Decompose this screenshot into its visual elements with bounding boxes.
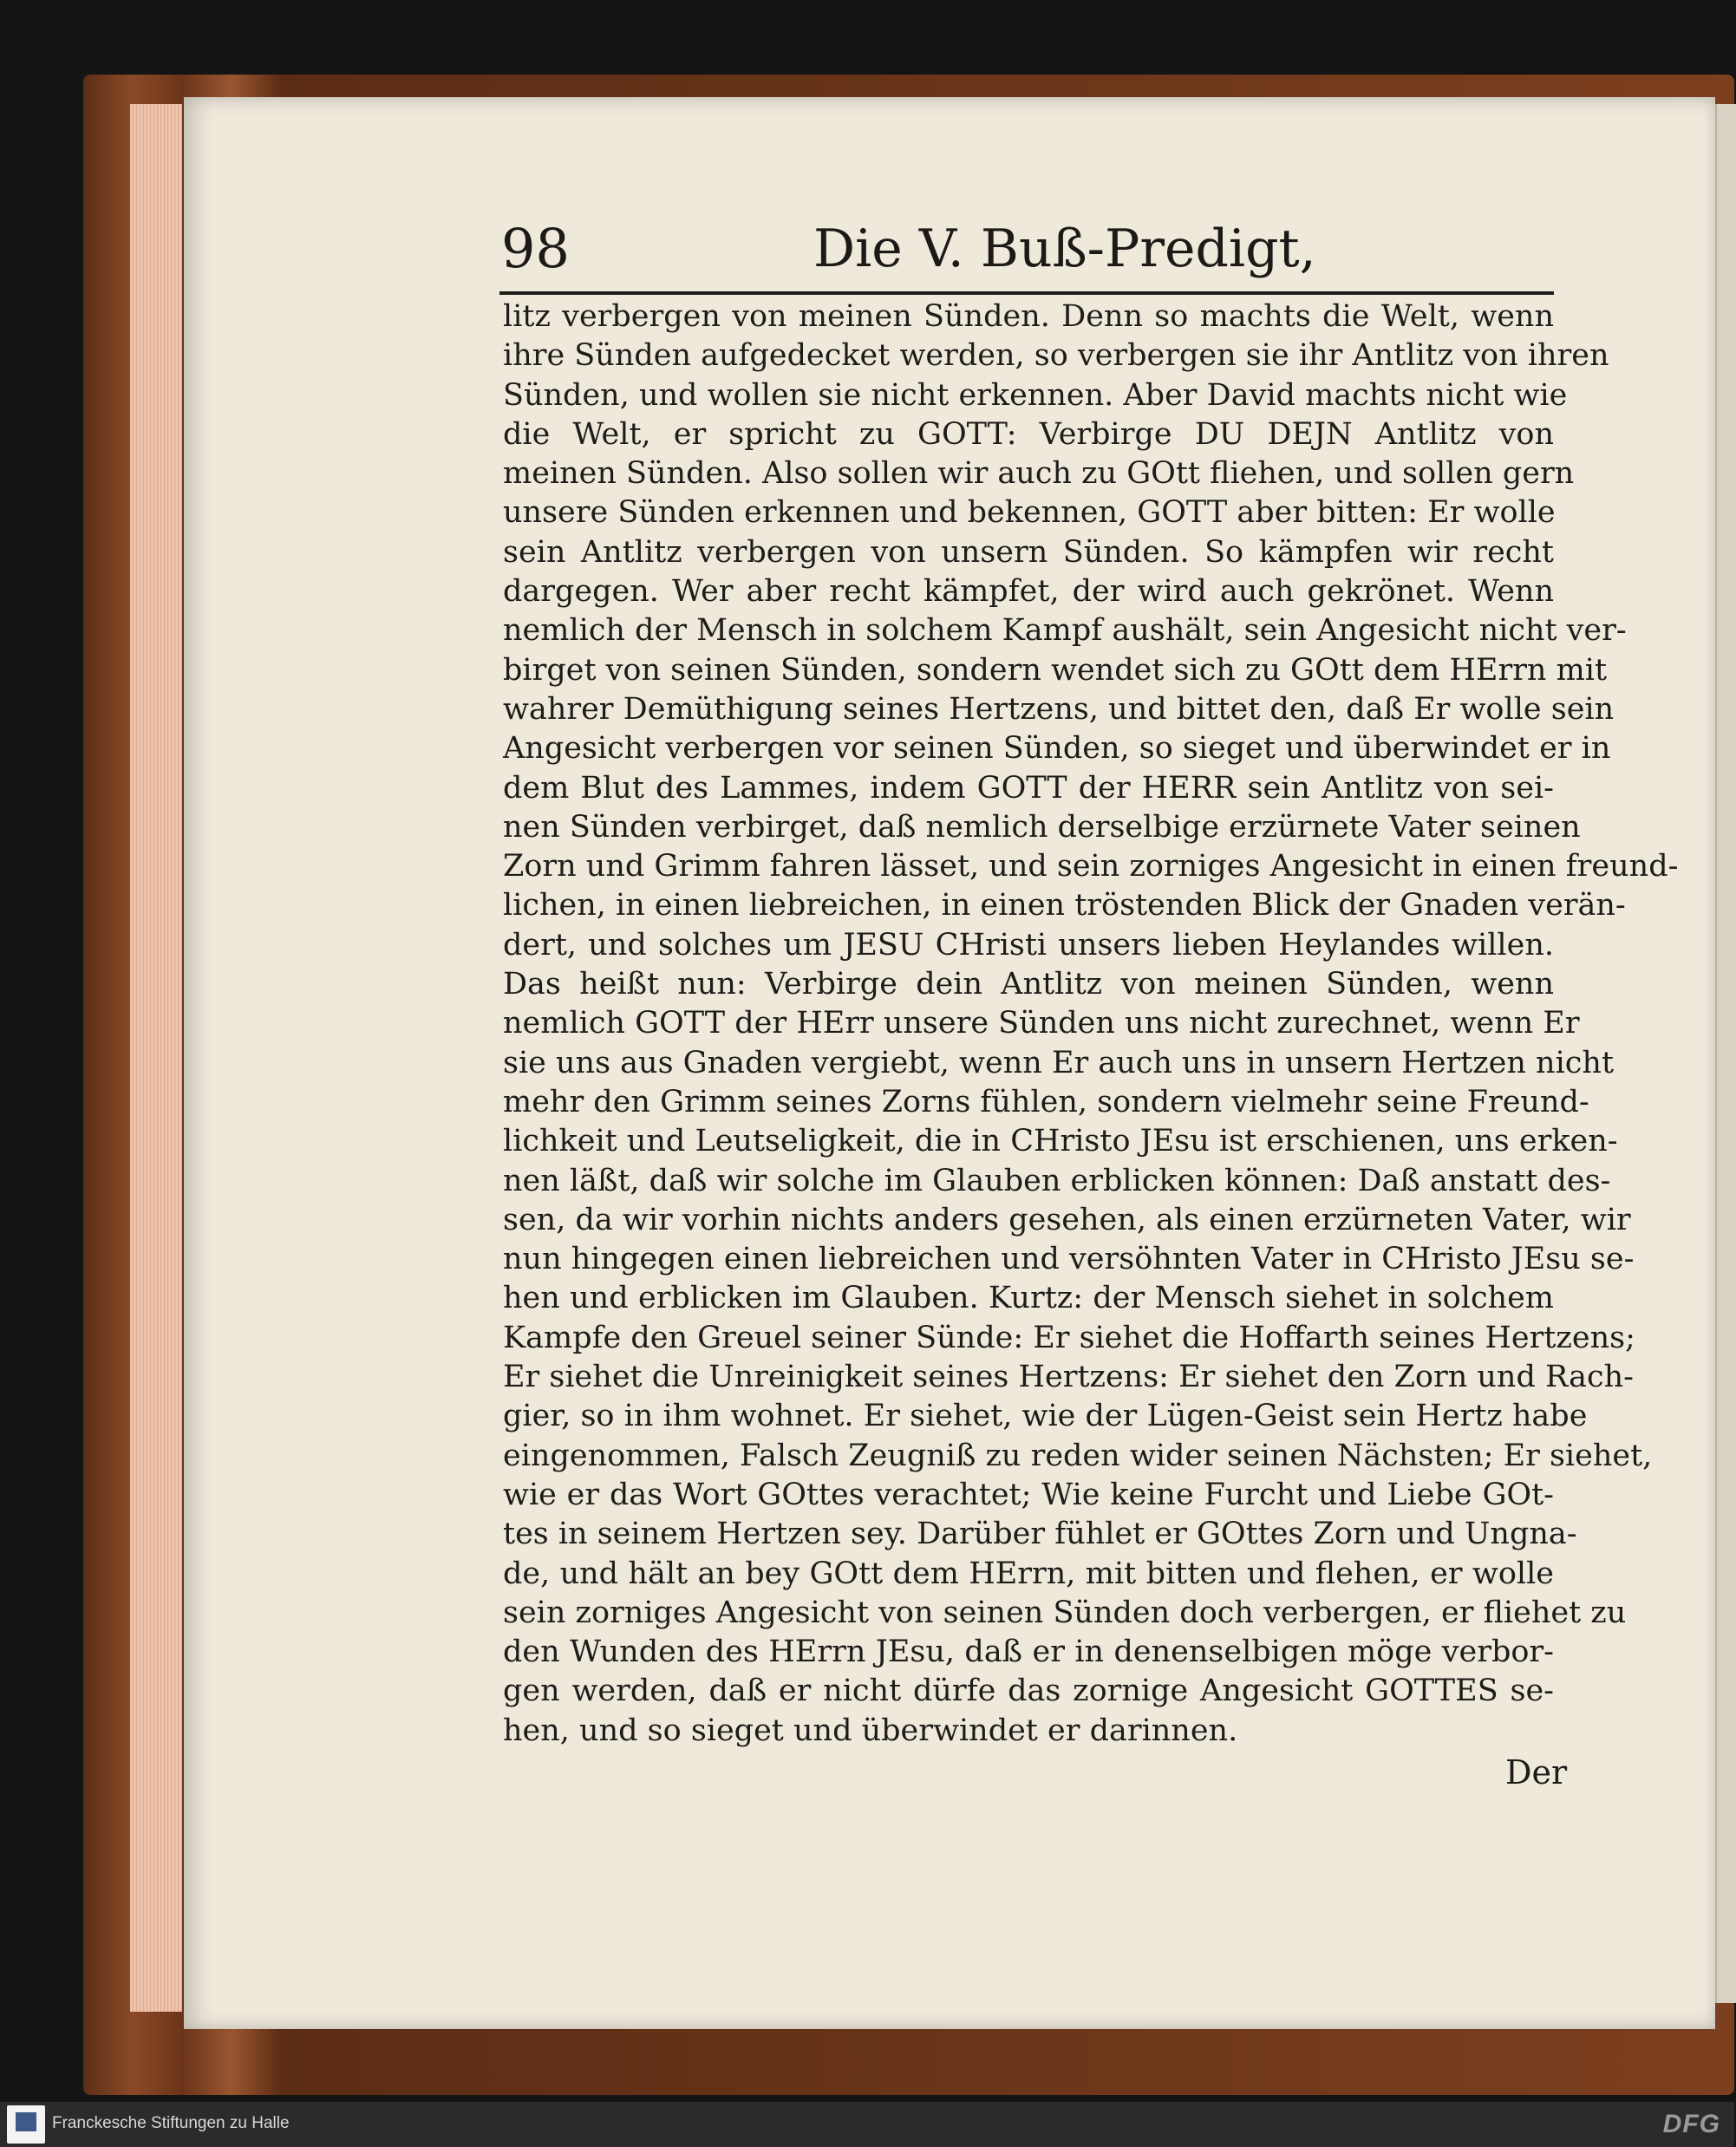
text-line: lichen, in einen liebreichen, in einen tröstenden Blick der Gnaden verän-	[503, 888, 1626, 923]
catchword: Der	[1505, 1753, 1568, 1791]
text-line: Das heißt nun: Verbirge dein Antlitz von meinen Sünden, wenn	[503, 967, 1554, 1002]
text-line: Zorn und Grimm fahren lässet, und sein zorniges Angesicht in einen freund-	[503, 849, 1679, 884]
text-line: hen und erblicken im Glauben. Kurtz: der Mensch siehet in solchem	[503, 1281, 1554, 1316]
footer-bar	[0, 2102, 1734, 2147]
text-line: nemlich GOTT der HErr unsere Sünden uns nicht zurechnet, wenn Er	[503, 1006, 1580, 1041]
text-line: gier, so in ihm wohnet. Er siehet, wie der Lügen-Geist sein Hertz habe	[503, 1399, 1588, 1434]
text-line: eingenommen, Falsch Zeugniß zu reden wider seinen Nächsten; Er siehet,	[503, 1438, 1653, 1473]
text-line: de, und hält an bey GOtt dem HErrn, mit bitten und flehen, er wolle	[503, 1556, 1554, 1591]
text-line: litz verbergen von meinen Sünden. Denn so machts die Welt, wenn	[503, 299, 1554, 334]
text-line: nen läßt, daß wir solche im Glauben erblicken können: Daß anstatt des-	[503, 1163, 1611, 1198]
next-page-edge	[1715, 104, 1736, 2003]
text-line: lichkeit und Leutseligkeit, die in CHristo JEsu ist erschienen, uns erken-	[503, 1124, 1618, 1159]
body-text	[503, 297, 1679, 1751]
text-line: wahrer Demüthigung seines Hertzens, und bittet den, daß Er wolle sein	[503, 691, 1615, 727]
running-title: Die V. Buß-Predigt,	[813, 219, 1316, 279]
text-line: gen werden, daß er nicht dürfe das zornige Angesicht GOTTES se-	[503, 1674, 1554, 1709]
text-line: dem Blut des Lammes, indem GOTT der HERR sein Antlitz von sei-	[503, 770, 1554, 806]
text-line: sein Antlitz verbergen von unsern Sünden. So kämpfen wir recht	[503, 534, 1554, 570]
page-header	[501, 219, 1554, 279]
header-rule	[499, 291, 1554, 295]
text-line: dargegen. Wer aber recht kämpfet, der wird auch gekrönet. Wenn	[503, 574, 1554, 610]
page-edges	[130, 104, 182, 2012]
dfg-logo: DFG	[1662, 2110, 1720, 2138]
text-line: tes in seinem Hertzen sey. Darüber fühlet er GOttes Zorn und Ungna-	[503, 1517, 1577, 1552]
text-line: ihre Sünden aufgedecket werden, so verbergen sie ihr Antlitz von ihren	[503, 338, 1609, 374]
text-line: dert, und solches um JESU CHristi unsers lieben Heylandes willen.	[503, 927, 1554, 963]
text-line: nun hingegen einen liebreichen und versöhnten Vater in CHristo JEsu se-	[503, 1242, 1635, 1277]
francke-foundation-logo-icon	[7, 2105, 45, 2144]
text-line: sein zorniges Angesicht von seinen Sünden doch verbergen, er fliehet zu	[503, 1595, 1627, 1630]
text-line: Er siehet die Unreinigkeit seines Hertzens: Er siehet den Zorn und Rach-	[503, 1360, 1634, 1395]
text-line: mehr den Grimm seines Zorns fühlen, sondern vielmehr seine Freund-	[503, 1084, 1589, 1119]
page-number: 98	[501, 217, 570, 280]
text-line: sie uns aus Gnaden vergiebt, wenn Er auch uns in unsern Hertzen nicht	[503, 1045, 1615, 1080]
text-line: nen Sünden verbirget, daß nemlich derselbige erzürnete Vater seinen	[503, 809, 1581, 845]
text-line: sen, da wir vorhin nichts anders gesehen, als einen erzürneten Vater, wir	[503, 1202, 1631, 1237]
text-line: Angesicht verbergen vor seinen Sünden, so sieget und überwindet er in	[503, 731, 1611, 767]
text-line: den Wunden des HErrn JEsu, daß er in denenselbigen möge verbor-	[503, 1635, 1554, 1670]
text-line: die Welt, er spricht zu GOTT: Verbirge DU DEJN Antlitz von	[503, 416, 1554, 452]
text-line: wie er das Wort GOttes verachtet; Wie keine Furcht und Liebe GOt-	[503, 1477, 1554, 1512]
text-line: unsere Sünden erkennen und bekennen, GOTT aber bitten: Er wolle	[503, 495, 1556, 531]
text-line: meinen Sünden. Also sollen wir auch zu GOtt fliehen, und sollen gern	[503, 456, 1575, 492]
text-line: Sünden, und wollen sie nicht erkennen. Aber David machts nicht wie	[503, 377, 1568, 413]
text-line: birget von seinen Sünden, sondern wendet sich zu GOtt dem HErrn mit	[503, 652, 1608, 688]
text-line: hen, und so sieget und überwindet er darinnen.	[503, 1713, 1238, 1748]
text-line: Kampfe den Greuel seiner Sünde: Er siehet die Hoffarth seines Hertzens;	[503, 1320, 1635, 1355]
text-line: nemlich der Mensch in solchem Kampf aushält, sein Angesicht nicht ver-	[503, 613, 1627, 649]
footer-institution: Franckesche Stiftungen zu Halle	[52, 2114, 290, 2132]
